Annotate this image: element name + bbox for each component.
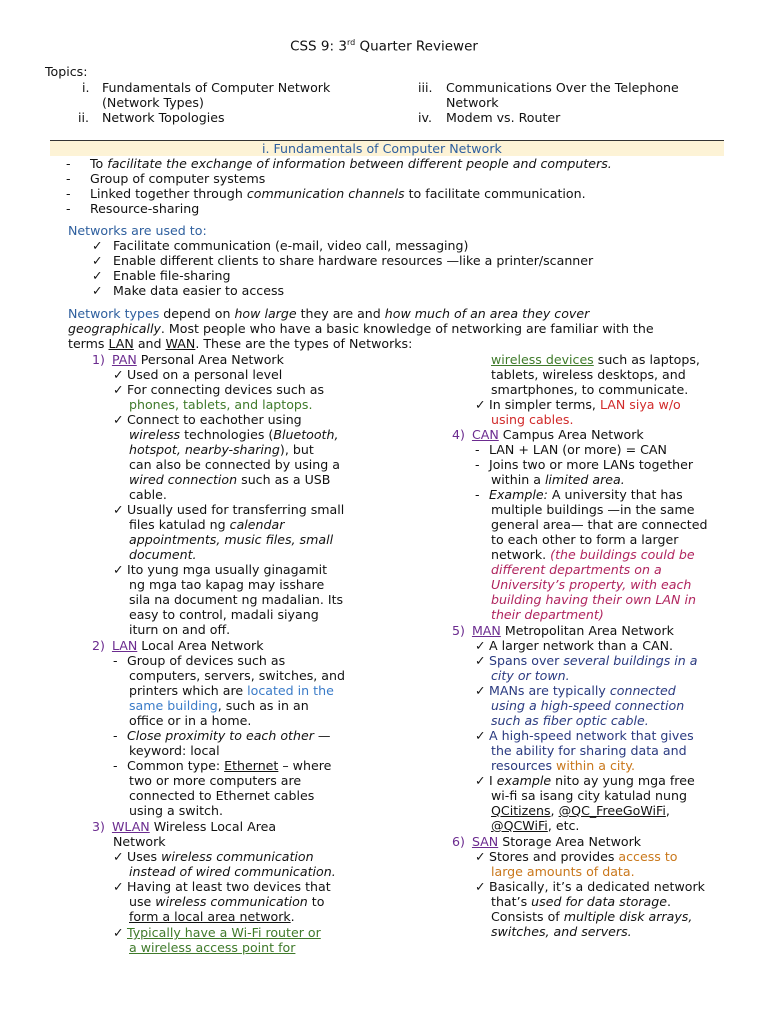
check-icon: ✓ — [475, 397, 486, 412]
check-icon: ✓ — [475, 773, 486, 788]
list-item: - Joins two or more LANs together — [475, 457, 694, 472]
uses-item: ✓ Enable different clients to share hardware resources —like a printer/scanner — [92, 253, 594, 268]
list-item: - Common type: Ethernet – where — [113, 758, 332, 773]
network-pan-heading: 1) PAN Personal Area Network — [92, 352, 284, 367]
list-item-cont: two or more computers are — [129, 773, 302, 788]
list-item-cont: Consists of multiple disk arrays, — [491, 909, 693, 924]
list-item-cont: ng mga tao kapag may isshare — [129, 577, 325, 592]
network-san-heading: 6) SAN Storage Area Network — [452, 834, 642, 849]
topic-ii: Network Topologies — [102, 110, 225, 125]
list-item-cont: the ability for sharing data and — [491, 743, 687, 758]
network-can-heading: 4) CAN Campus Area Network — [452, 427, 644, 442]
list-item-cont: wired connection such as a USB — [129, 472, 331, 487]
check-icon: ✓ — [92, 268, 103, 283]
check-icon: ✓ — [113, 562, 124, 577]
list-item-cont: computers, servers, switches, and — [129, 668, 345, 683]
list-item: ✓ Basically, it’s a dedicated network — [475, 879, 705, 894]
check-icon: ✓ — [113, 849, 124, 864]
list-item-cont: easy to control, madali siyang — [129, 607, 319, 622]
list-item-cont: iturn on and off. — [129, 622, 231, 637]
intro-line: geographically. Most people who have a basic knowledge of networking are familiar with the — [68, 321, 654, 336]
uses-item: ✓ Facilitate communication (e-mail, video call, messaging) — [92, 238, 469, 253]
section-banner — [50, 140, 724, 156]
topic-iv-num: iv. — [418, 110, 432, 125]
list-item-cont: @QCWiFi, etc. — [491, 818, 580, 833]
list-item: - Example: A university that has — [475, 487, 683, 502]
list-item: ✓ In simpler terms, LAN siya w/o — [475, 397, 681, 412]
list-item: ✓ Spans over several buildings in a — [475, 653, 698, 668]
check-icon: ✓ — [475, 728, 486, 743]
list-item-cont: hotspot, nearby-sharing), but — [129, 442, 314, 457]
topic-iii-num: iii. — [418, 80, 433, 95]
list-item-cont: QCitizens, @QC_FreeGoWiFi, — [491, 803, 670, 818]
network-wlan-heading: 3) WLAN Wireless Local Area — [92, 819, 277, 834]
list-item: ✓ Having at least two devices that — [113, 879, 331, 894]
list-item-cont: switches, and servers. — [491, 924, 632, 939]
list-item-cont: wireless devices such as laptops, — [491, 352, 700, 367]
list-item-cont: using cables. — [491, 412, 574, 427]
list-item-cont: keyword: local — [129, 743, 220, 758]
list-item-cont: wi-fi sa isang city katulad nung — [491, 788, 687, 803]
list-item: - Close proximity to each other — — [113, 728, 331, 743]
uses-heading: Networks are used to: — [68, 223, 207, 238]
list-item-cont: such as fiber optic cable. — [491, 713, 649, 728]
uses-item: ✓ Make data easier to access — [92, 283, 285, 298]
list-item-cont: phones, tablets, and laptops. — [129, 397, 313, 412]
check-icon: ✓ — [92, 283, 103, 298]
list-item-cont: multiple buildings —in the same — [491, 502, 695, 517]
intro-line: Network types depend on how large they are and how much of an area they cover — [68, 306, 590, 321]
list-item-cont: resources within a city. — [491, 758, 635, 773]
list-item-cont: their department) — [491, 607, 604, 622]
check-icon: ✓ — [113, 925, 124, 940]
check-icon: ✓ — [113, 412, 124, 427]
list-item-cont: Network — [113, 834, 166, 849]
list-item-cont: city or town. — [491, 668, 570, 683]
check-icon: ✓ — [475, 653, 486, 668]
check-icon: ✓ — [113, 367, 124, 382]
list-item: ✓ Typically have a Wi-Fi router or — [113, 925, 321, 940]
list-item-cont: large amounts of data. — [491, 864, 635, 879]
list-item-cont: a wireless access point for — [129, 940, 296, 955]
list-item-cont: to each other to form a larger — [491, 532, 679, 547]
check-icon: ✓ — [92, 238, 103, 253]
list-item-cont: smartphones, to communicate. — [491, 382, 689, 397]
topics-label: Topics: — [45, 64, 88, 79]
list-item-cont: tablets, wireless desktops, and — [491, 367, 686, 382]
check-icon: ✓ — [113, 879, 124, 894]
topic-i-cont: (Network Types) — [102, 95, 204, 110]
list-item-cont: form a local area network. — [129, 909, 295, 924]
topic-ii-num: ii. — [78, 110, 90, 125]
network-man-heading: 5) MAN Metropolitan Area Network — [452, 623, 674, 638]
list-item-cont: using a switch. — [129, 803, 223, 818]
definition-item: - Resource-sharing — [66, 201, 200, 216]
list-item: ✓ Uses wireless communication — [113, 849, 314, 864]
list-item-cont: connected to Ethernet cables — [129, 788, 315, 803]
topic-iii-cont: Network — [446, 95, 499, 110]
list-item: ✓ Stores and provides access to — [475, 849, 678, 864]
definition-item: - Group of computer systems — [66, 171, 266, 186]
list-item-cont: that’s used for data storage. — [491, 894, 671, 909]
uses-item: ✓ Enable file-sharing — [92, 268, 231, 283]
list-item: ✓ Connect to eachother using — [113, 412, 302, 427]
page-title: CSS 9: 3rd Quarter Reviewer — [290, 38, 478, 55]
list-item: ✓ Usually used for transferring small — [113, 502, 345, 517]
check-icon: ✓ — [92, 253, 103, 268]
check-icon: ✓ — [475, 849, 486, 864]
list-item: ✓ For connecting devices such as — [113, 382, 325, 397]
list-item: ✓ A larger network than a CAN. — [475, 638, 674, 653]
topic-i: Fundamentals of Computer Network — [102, 80, 331, 95]
topic-iii: Communications Over the Telephone — [446, 80, 679, 95]
list-item-cont: files katulad ng calendar — [129, 517, 285, 532]
list-item-cont: general area— that are connected — [491, 517, 708, 532]
list-item: - LAN + LAN (or more) = CAN — [475, 442, 667, 457]
list-item-cont: document. — [129, 547, 197, 562]
list-item-cont: within a limited area. — [491, 472, 625, 487]
list-item-cont: cable. — [129, 487, 167, 502]
list-item-cont: network. (the buildings could be — [491, 547, 695, 562]
intro-line: terms LAN and WAN. These are the types of Networks: — [68, 336, 413, 351]
topic-i-num: i. — [82, 80, 90, 95]
section-heading: i. Fundamentals of Computer Network — [262, 141, 502, 156]
definition-item: - To facilitate the exchange of information between different people and computers. — [66, 156, 612, 171]
list-item-cont: wireless technologies (Bluetooth, — [129, 427, 339, 442]
check-icon: ✓ — [113, 502, 124, 517]
list-item: ✓ Ito yung mga usually ginagamit — [113, 562, 328, 577]
check-icon: ✓ — [113, 382, 124, 397]
list-item: - Group of devices such as — [113, 653, 286, 668]
list-item: ✓ Used on a personal level — [113, 367, 283, 382]
list-item-cont: using a high-speed connection — [491, 698, 685, 713]
list-item-cont: same building, such as in an — [129, 698, 309, 713]
list-item: ✓ MANs are typically connected — [475, 683, 676, 698]
check-icon: ✓ — [475, 638, 486, 653]
list-item-cont: sila na document ng madalian. Its — [129, 592, 344, 607]
list-item-cont: University’s property, with each — [491, 577, 692, 592]
check-icon: ✓ — [475, 683, 486, 698]
check-icon: ✓ — [475, 879, 486, 894]
list-item-cont: printers which are located in the — [129, 683, 334, 698]
topic-iv: Modem vs. Router — [446, 110, 561, 125]
list-item-cont: use wireless communication to — [129, 894, 325, 909]
network-lan-heading: 2) LAN Local Area Network — [92, 638, 264, 653]
list-item-cont: appointments, music files, small — [129, 532, 334, 547]
list-item-cont: instead of wired communication. — [129, 864, 336, 879]
definition-item: - Linked together through communication channels to facilitate communication. — [66, 186, 586, 201]
list-item: ✓ I example nito ay yung mga free — [475, 773, 695, 788]
list-item-cont: building having their own LAN in — [491, 592, 696, 607]
list-item: ✓ A high-speed network that gives — [475, 728, 694, 743]
list-item-cont: office or in a home. — [129, 713, 252, 728]
list-item-cont: can also be connected by using a — [129, 457, 340, 472]
list-item-cont: different departments on a — [491, 562, 662, 577]
